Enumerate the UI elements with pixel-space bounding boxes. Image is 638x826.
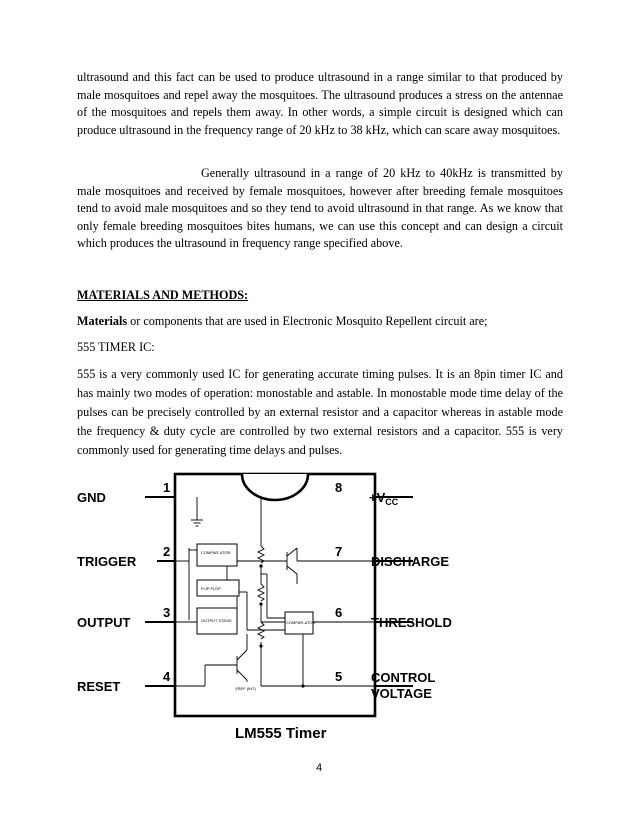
paragraph-555-description: 555 is a very commonly used IC for generating accurate timing pulses. It is an 8pin timer IC and has mainly two modes of operation: monostable and astable. In monostable mode time delay of the pulses can be precisely controlled by an external resistor and a capacitor whereas in astable mode the frequency & duty cycle are controlled by two external resistors and a capacitor. 555 is very commonly used for generating time delays and pulses. <box>77 367 563 457</box>
paragraph-ultrasound-range: Generally ultrasound in a range of 20 kHz to 40kHz is transmitted by male mosquitoes and received by female mosquitoes, however after breeding female mosquitoes tend to avoid male mosquitoes and so they tend to avoid ultrasound in that range. As we know that only female breeding mosquitoes bites humans, we can use this concept and can design a circuit which produces the ultrasound in frequency range specified above. <box>77 166 563 251</box>
comparator-right-label: COMPAR-ATOR <box>286 620 316 625</box>
pin-label-threshold: THRESHOLD <box>371 615 452 630</box>
pin-label-discharge: DISCHARGE <box>371 554 450 569</box>
materials-rest: or components that are used in Electronic Mosquito Repellent circuit are; <box>127 314 488 328</box>
pin-number-3: 3 <box>163 605 171 620</box>
comparator-top-label: COMPAR-ATOR <box>201 550 231 555</box>
pin-label-output: OUTPUT <box>77 615 131 630</box>
pin-number-5: 5 <box>335 669 343 684</box>
comparator-top-block <box>197 544 237 566</box>
pin-number-6: 6 <box>335 605 343 620</box>
block-labels <box>201 550 315 691</box>
pin-label-reset: RESET <box>77 679 121 694</box>
output-stage-label: OUTPUT STAGE <box>201 618 232 623</box>
timer-subheading: 555 TIMER IC: <box>77 340 155 354</box>
pin-number-7: 7 <box>335 544 343 559</box>
lm555-diagram <box>77 470 487 750</box>
materials-line <box>77 314 488 329</box>
pin-number-4: 4 <box>163 669 171 684</box>
pin-number-1: 1 <box>163 480 171 495</box>
pin-label-vcc-sub: CC <box>385 497 399 507</box>
ic-notch <box>242 474 308 500</box>
pin-number-8: 8 <box>335 480 343 495</box>
pin-number-2: 2 <box>163 544 171 559</box>
vref-label: VREF (INT) <box>235 686 256 691</box>
pin-label-vcc <box>369 490 399 507</box>
pin-label-voltage: VOLTAGE <box>371 686 432 701</box>
flip-flop-label: FLIP FLOP <box>201 586 221 591</box>
pin-label-gnd: GND <box>77 490 106 505</box>
paragraph-ultrasound-intro: ultrasound and this fact can be used to produce ultrasound in a range similar to that produced by male mosquitoes and repel away the mosquitoes. The ultrasound produces a stress on the antennae of the mosquitoes and repels them away. In other words, a simple circuit is designed which can produce ultrasound in the frequency range of 20 kHz to 38 kHz, which can scare away mosquitoes. <box>77 70 563 137</box>
materials-bold: Materials <box>77 314 128 328</box>
pin-label-vcc-main: +V <box>369 490 386 505</box>
section-heading: MATERIALS AND METHODS: <box>77 288 249 302</box>
pin-label-control: CONTROL <box>371 670 436 685</box>
page-number: 4 <box>315 762 323 774</box>
lm555-schematic <box>77 470 487 750</box>
pin-label-trigger: TRIGGER <box>77 554 137 569</box>
diagram-caption: LM555 Timer <box>235 725 327 742</box>
